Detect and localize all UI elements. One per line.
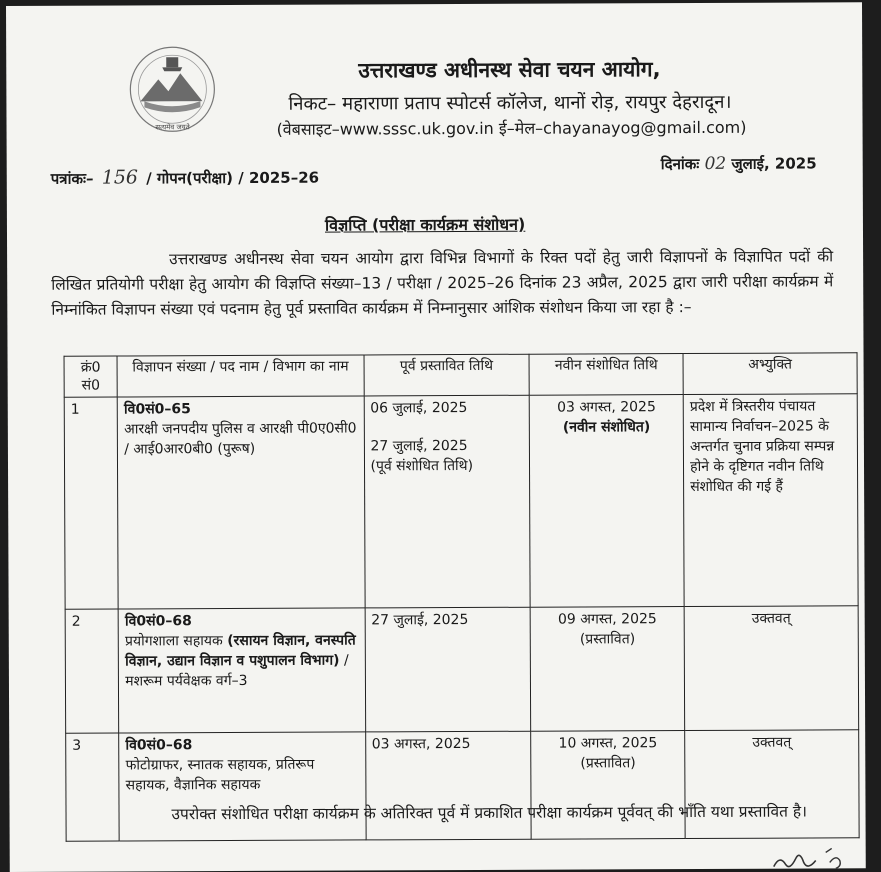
post-name: फोटोग्राफर, स्नातक सहायक, प्रतिरूप सहायक, वैज्ञानिक सहायक <box>125 756 315 794</box>
new-date-note: (नवीन संशोधित) <box>562 419 651 436</box>
emblem-motto: सत्यमेव जयते <box>155 123 190 132</box>
reference-suffix: / गोपन(परीक्षा) / 2025–26 <box>146 168 320 188</box>
row-remarks: उक्तवत् <box>685 730 859 839</box>
row-new-date <box>530 395 685 608</box>
date-handwritten-day: 02 <box>704 153 727 174</box>
new-date-note: (प्रस्तावित) <box>580 755 636 772</box>
row-remarks: उक्तवत् <box>684 606 858 731</box>
intro-paragraph: उत्तराखण्ड अधीनस्थ सेवा चयन आयोग द्वारा विभिन्न विभागों के रिक्त पदों हेतु जारी विज्ञापनों के विज्ञापित पदों की लिखित प्रतियोगी परीक्षा हेतु आयोग की विज्ञप्ति संख्या–13 / परीक्षा / 2025–26 दिनांक 23 अप्रैल, 2025 द्वारा जारी परीक्षा कार्यक्रम में निम्नांकित विज्ञापन संख्या एवं पदनाम हेतु पूर्व प्रस्तावित कार्यक्रम में निम्नानुसार आंशिक संशोधन किया जा रहा है :– <box>51 247 834 319</box>
previous-revised-note: (पूर्व संशोधित तिथि) <box>370 457 474 475</box>
new-date-note: (प्रस्तावित) <box>579 631 636 648</box>
header-remarks: अभ्युक्ति <box>683 353 857 395</box>
row-sno: 3 <box>66 733 120 841</box>
handwritten-signature-icon <box>770 840 850 872</box>
previous-date: 06 जुलाई, 2025 <box>370 399 468 417</box>
org-web-contact: (वेबसाइट–www.sssc.uk.gov.in ई–मेल–chayanayog@gmail.com) <box>276 117 747 139</box>
post-additional: / मशरूम पर्यवेक्षक वर्ग–3 <box>125 652 349 690</box>
header-previous-date: पूर्व प्रस्तावित तिथि <box>364 354 530 396</box>
row-previous-date: 03 अगस्त, 2025 <box>365 731 531 840</box>
adv-number: वि0सं0–65 <box>123 401 191 418</box>
row-sno: 1 <box>64 397 118 609</box>
row-remarks: प्रदेश में त्रिस्तरीय पंचायत सामान्य निर्वाचन–2025 के अन्तर्गत चुनाव प्रक्रिया सम्पन्न होने के दृष्टिगत नवीन तिथि संशोधित की गई हैं <box>683 394 858 607</box>
post-name: आरक्षी जनपदीय पुलिस व आरक्षी पी0ए0सी0 / आई0आर0बी0 (पुरूष) <box>124 420 357 458</box>
reference-prefix: पत्रांकः– <box>50 169 94 188</box>
adv-number: वि0सं0–68 <box>125 737 193 754</box>
org-address: निकट– महाराणा प्रताप स्पोटर्स कॉलेज, थानों रोड़, रायपुर देहरादून। <box>288 91 732 115</box>
row-advertisement <box>117 396 364 609</box>
date-rest: जुलाई, 2025 <box>731 154 817 173</box>
post-departments: (रसायन विज्ञान, वनस्पति विज्ञान, उद्यान विज्ञान व पशुपालन विभाग) <box>125 632 356 670</box>
org-name: उत्तराखण्ड अधीनस्थ सेवा चयन आयोग, <box>358 57 661 83</box>
adv-number: वि0सं0–68 <box>124 613 192 630</box>
row-sno: 2 <box>65 609 119 733</box>
new-date: 10 अगस्त, 2025 <box>558 735 658 752</box>
row-previous-date <box>364 395 531 608</box>
reference-number <box>51 166 319 189</box>
new-date: 03 अगस्त, 2025 <box>557 399 656 416</box>
table-header-row <box>64 353 857 397</box>
notice-title: विज्ञप्ति (परीक्षा कार्यक्रम संशोधन) <box>324 214 526 235</box>
table-row <box>65 606 859 733</box>
header-new-date: नवीन संशोधित तिथि <box>529 354 683 396</box>
commission-emblem-icon <box>110 41 234 138</box>
previous-revised-date: 27 जुलाई, 2025 <box>370 437 468 455</box>
table-row <box>64 394 858 609</box>
post-name: प्रयोगशाला सहायक <box>125 633 223 650</box>
row-previous-date: 27 जुलाई, 2025 <box>365 607 531 732</box>
header-sno: क्रं0 सं0 <box>64 356 117 397</box>
row-new-date <box>530 607 684 732</box>
new-date: 09 अगस्त, 2025 <box>557 611 657 628</box>
schedule-table <box>64 352 860 841</box>
row-advertisement <box>118 608 365 733</box>
notice-date <box>661 153 817 174</box>
closing-paragraph: उपरोक्त संशोधित परीक्षा कार्यक्रम के अतिरिक्त पूर्व में प्रकाशित परीक्षा कार्यक्रम पूर्ववत् की भाँति यथा प्रस्तावित है। <box>171 802 807 824</box>
date-label: दिनांकः <box>660 154 700 174</box>
notice-document <box>6 2 866 872</box>
header-advertisement: विज्ञापन संख्या / पद नाम / विभाग का नाम <box>117 355 363 397</box>
reference-handwritten-number: 156 <box>101 166 139 189</box>
